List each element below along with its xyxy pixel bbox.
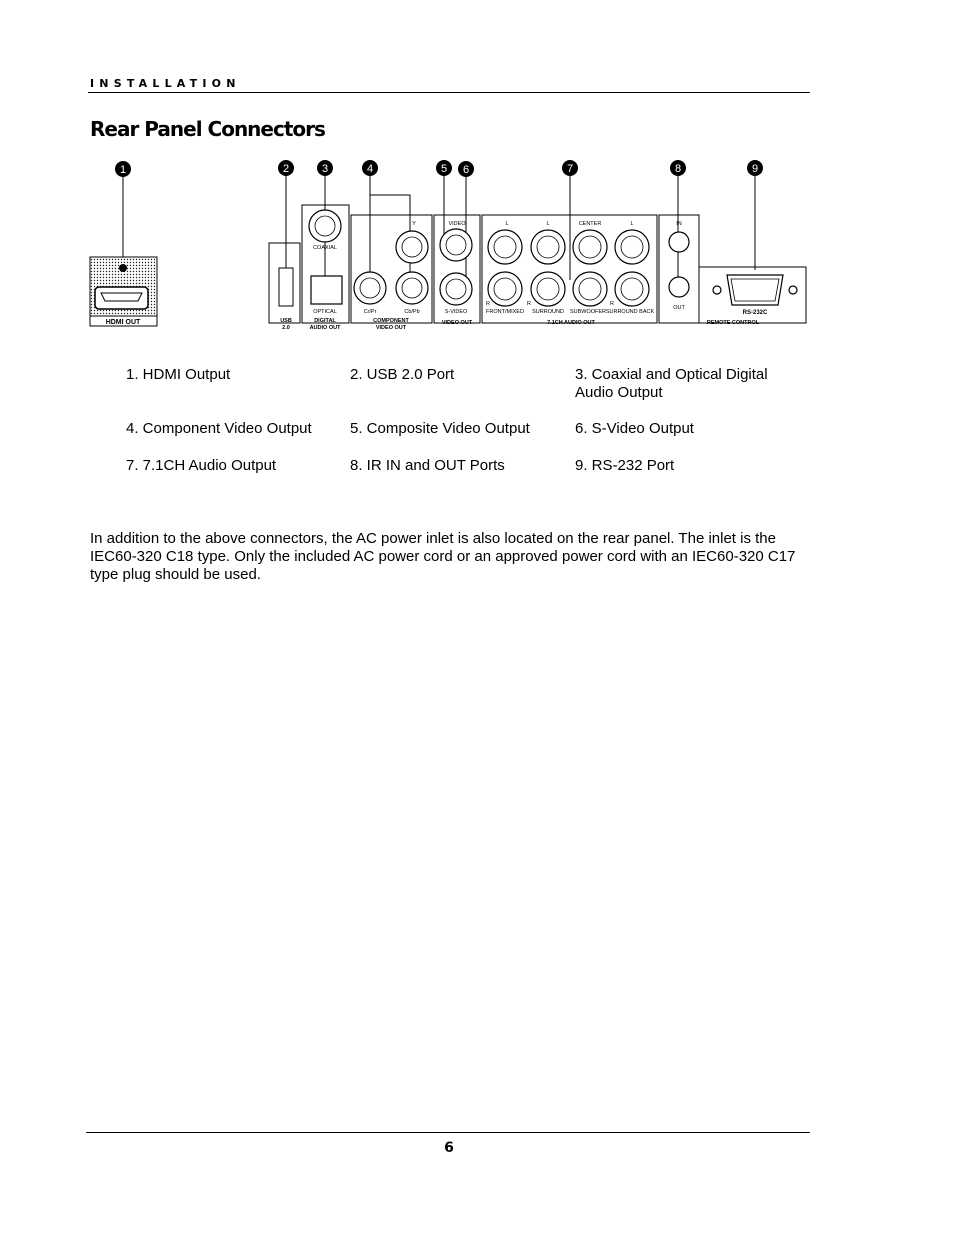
rs232c-label: RS-232C	[742, 310, 768, 316]
header-divider	[88, 92, 810, 93]
callout-5: 5	[440, 163, 448, 175]
digital-audio-out-label: AUDIO OUT	[309, 325, 341, 331]
callout-6: 6	[462, 164, 470, 176]
legend-item-digital-audio-output: 3. Coaxial and Optical Digital Audio Output	[575, 366, 768, 401]
front-mixed-label: FRONT/MIXED	[486, 309, 524, 315]
composite-video-label: VIDEO	[448, 221, 466, 227]
optical-label: OPTICAL	[313, 309, 337, 315]
power-inlet-note: In addition to the above connectors, the AC power inlet is also located on the rear panel. The inlet is the IEC60-320 C18 type. Only the included AC power cord or an approved power cord with an IEC60-320 C17 type plug should be used.	[90, 530, 796, 583]
hdmi-port-panel	[90, 257, 157, 326]
rear-panel-diagram	[0, 150, 954, 340]
callout-4: 4	[366, 163, 374, 175]
usb-label: USB	[280, 318, 292, 324]
ir-out-label: OUT	[673, 305, 685, 311]
ir-in-label: IN	[676, 221, 682, 227]
coaxial-label: COAXIAL	[313, 245, 337, 251]
surround-label: SURROUND	[532, 309, 564, 315]
legend-item-svideo-output: 6. S-Video Output	[575, 420, 694, 437]
callout-1: 1	[119, 164, 127, 176]
front-r-label: R	[486, 301, 490, 307]
component-video-out-label: VIDEO OUT	[375, 325, 407, 331]
footer-divider	[86, 1132, 810, 1133]
digital-audio-label: DIGITAL	[314, 318, 336, 324]
remote-control-label: REMOTE CONTROL	[706, 320, 760, 326]
legend-item-rs232-port: 9. RS-232 Port	[575, 457, 675, 474]
callout-2: 2	[282, 163, 290, 175]
callout-8: 8	[674, 163, 682, 175]
legend-item-component-video-output: 4. Component Video Output	[126, 420, 312, 437]
video-out-label: VIDEO OUT	[441, 320, 473, 326]
surround-r-label: R	[527, 301, 531, 307]
callout-9: 9	[751, 163, 759, 175]
svideo-label: S-VIDEO	[444, 309, 468, 315]
component-cbpb-label: Cb/Pb	[404, 309, 420, 315]
component-crpr-label: Cr/Pr	[363, 309, 377, 315]
legend-item-audio-output: 7. 7.1CH Audio Output	[126, 457, 277, 474]
surround-back-l-label: L	[630, 221, 634, 227]
surround-back-label: SURROUND BACK	[605, 309, 655, 315]
subwoofer-label: SUBWOOFER	[569, 309, 607, 315]
section-header-label: INSTALLATION	[90, 77, 241, 90]
audio-out-label: 7.1CH AUDIO OUT	[547, 320, 595, 326]
page-title: Rear Panel Connectors	[90, 117, 325, 141]
callout-7: 7	[566, 163, 574, 175]
callout-markers	[115, 160, 763, 177]
legend-item-usb-port: 2. USB 2.0 Port	[350, 366, 455, 383]
front-l-label: L	[505, 221, 509, 227]
legend-item-composite-video-output: 5. Composite Video Output	[350, 420, 530, 437]
center-label: CENTER	[578, 221, 602, 227]
surround-l-label: L	[546, 221, 550, 227]
legend-item-hdmi-output: 1. HDMI Output	[126, 366, 231, 383]
page-number: 6	[444, 1140, 454, 1156]
component-y-label: Y	[412, 221, 416, 227]
legend-item-ir-ports: 8. IR IN and OUT Ports	[350, 457, 505, 474]
callout-3: 3	[321, 163, 329, 175]
surround-back-r-label: R	[610, 301, 614, 307]
component-video-label: COMPONENT	[373, 318, 409, 324]
hdmi-out-label: HDMI OUT	[105, 319, 141, 326]
usb-version-label: 2.0	[282, 325, 290, 331]
